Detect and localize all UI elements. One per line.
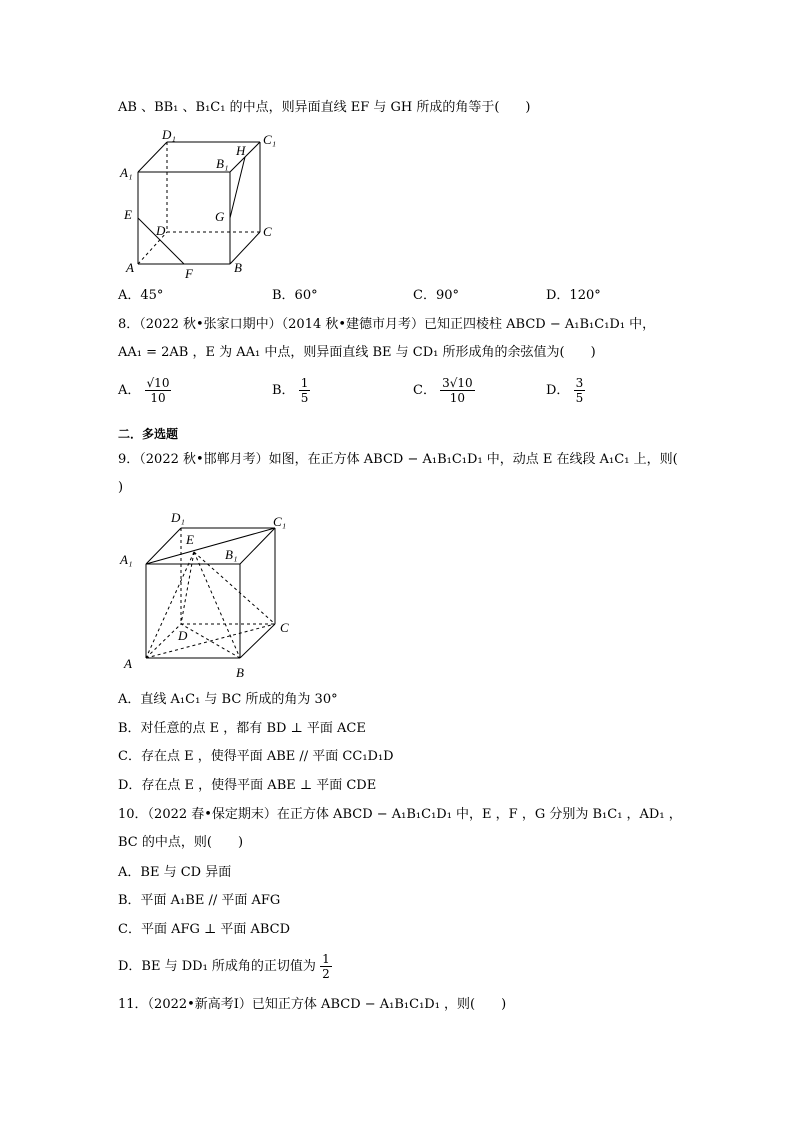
q7-label-b: B bbox=[234, 260, 242, 275]
q8-option-d bbox=[546, 376, 585, 405]
q9-label-a1: A₁ bbox=[120, 552, 133, 567]
q8-option-b-numerator: 1 bbox=[300, 376, 309, 390]
q7-option-a: A．45° bbox=[118, 288, 164, 303]
q8-option-c-numerator: 3√10 bbox=[442, 376, 473, 390]
q10-option-c: C．平面 AFG ⊥ 平面 ABCD bbox=[118, 922, 291, 937]
q8-option-c bbox=[413, 376, 475, 405]
q8-option-d-denominator: 5 bbox=[575, 391, 584, 405]
q7-label-g: G bbox=[215, 209, 225, 224]
q8-option-d-numerator: 3 bbox=[575, 376, 584, 390]
q7-label-d1: D₁ bbox=[162, 127, 176, 142]
q10-stem-line-2: BC 的中点，则( ) bbox=[118, 835, 244, 850]
q7-label-b1: B₁ bbox=[216, 156, 229, 171]
q9-option-c: C．存在点 E ，使得平面 ABE // 平面 CC₁D₁D bbox=[118, 749, 394, 764]
q8-option-c-prefix: C． bbox=[413, 383, 436, 398]
q8-option-c-fraction bbox=[440, 376, 475, 405]
q10-option-a: A．BE 与 CD 异面 bbox=[118, 865, 232, 880]
q9-label-a: A bbox=[124, 656, 132, 671]
q7-label-c1: C₁ bbox=[263, 132, 277, 147]
q8-option-a-fraction bbox=[145, 376, 172, 405]
q8-option-a bbox=[118, 376, 171, 405]
q7-option-d: D．120° bbox=[546, 288, 601, 303]
q10-option-d-denominator: 2 bbox=[322, 967, 330, 981]
q9-label-b1: B₁ bbox=[225, 547, 238, 562]
q8-option-b-denominator: 5 bbox=[300, 391, 309, 405]
q7-label-d: D bbox=[156, 223, 166, 238]
q8-stem-line-2: AA₁ = 2AB ，E 为 AA₁ 中点，则异面直线 BE 与 CD₁ 所形成角的余弦值为( ) bbox=[118, 345, 596, 360]
q9-label-e: E bbox=[186, 532, 194, 547]
q9-stem-line-1: 9．（2022 秋•邯郸月考）如图，在正方体 ABCD − A₁B₁C₁D₁ 中，动点 E 在线段 A₁C₁ 上，则( bbox=[118, 452, 678, 467]
q7-option-b: B．60° bbox=[272, 288, 318, 303]
q9-label-d1: D₁ bbox=[171, 510, 185, 525]
q10-stem-line-1: 10．（2022 春•保定期末）在正方体 ABCD − A₁B₁C₁D₁ 中，E ，F ，G 分别为 B₁C₁ ，AD₁ ， bbox=[118, 807, 682, 822]
q10-option-d-numerator: 1 bbox=[322, 952, 330, 966]
q9-label-d: D bbox=[178, 628, 188, 643]
q8-option-d-fraction bbox=[574, 376, 586, 405]
q7-label-f: F bbox=[185, 266, 193, 281]
q9-option-d: D．存在点 E ，使得平面 ABE ⊥ 平面 CDE bbox=[118, 778, 377, 793]
q9-option-a: A．直线 A₁C₁ 与 BC 所成的角为 30° bbox=[118, 692, 338, 707]
q8-option-c-denominator: 10 bbox=[449, 391, 466, 405]
q7-label-e: E bbox=[124, 207, 132, 222]
q7-stem-line: AB 、BB₁ 、B₁C₁ 的中点，则异面直线 EF 与 GH 所成的角等于( ) bbox=[118, 100, 531, 115]
q9-label-b: B bbox=[236, 665, 244, 680]
q9-option-b: B．对任意的点 E ，都有 BD ⊥ 平面 ACE bbox=[118, 721, 366, 736]
q11-stem-line: 11．（2022•新高考Ⅰ）已知正方体 ABCD − A₁B₁C₁D₁ ，则( ) bbox=[118, 997, 507, 1012]
q8-option-a-denominator: 10 bbox=[150, 391, 166, 405]
q7-label-h: H bbox=[236, 143, 246, 158]
section-heading: 二．多选题 bbox=[118, 427, 179, 441]
q8-stem-line-1: 8．（2022 秋•张家口期中）（2014 秋•建德市月考）已知正四棱柱 ABCD − A₁B₁C₁D₁ 中， bbox=[118, 317, 656, 332]
q8-option-a-prefix: A． bbox=[118, 383, 141, 398]
q8-option-b-fraction bbox=[299, 376, 311, 405]
q9-stem-line-2: ) bbox=[118, 480, 124, 495]
q10-option-b: B．平面 A₁BE // 平面 AFG bbox=[118, 893, 281, 908]
q10-option-d-fraction bbox=[320, 952, 332, 981]
q8-option-a-numerator: √10 bbox=[146, 376, 170, 390]
q9-label-c1: C₁ bbox=[273, 514, 287, 529]
q10-option-d-text: D．BE 与 DD₁ 所成角的正切值为 bbox=[118, 959, 316, 974]
q7-option-c: C．90° bbox=[413, 288, 459, 303]
q8-option-d-prefix: D． bbox=[546, 383, 570, 398]
q8-option-b-prefix: B． bbox=[272, 383, 295, 398]
q9-cube-figure bbox=[118, 506, 308, 686]
q10-option-d bbox=[118, 952, 332, 981]
q9-label-c: C bbox=[280, 620, 289, 635]
q7-cube-figure bbox=[118, 122, 288, 282]
q7-label-c: C bbox=[263, 224, 272, 239]
q7-label-a: A bbox=[126, 260, 134, 275]
q7-label-a1: A₁ bbox=[120, 165, 133, 180]
q8-option-b bbox=[272, 376, 310, 405]
